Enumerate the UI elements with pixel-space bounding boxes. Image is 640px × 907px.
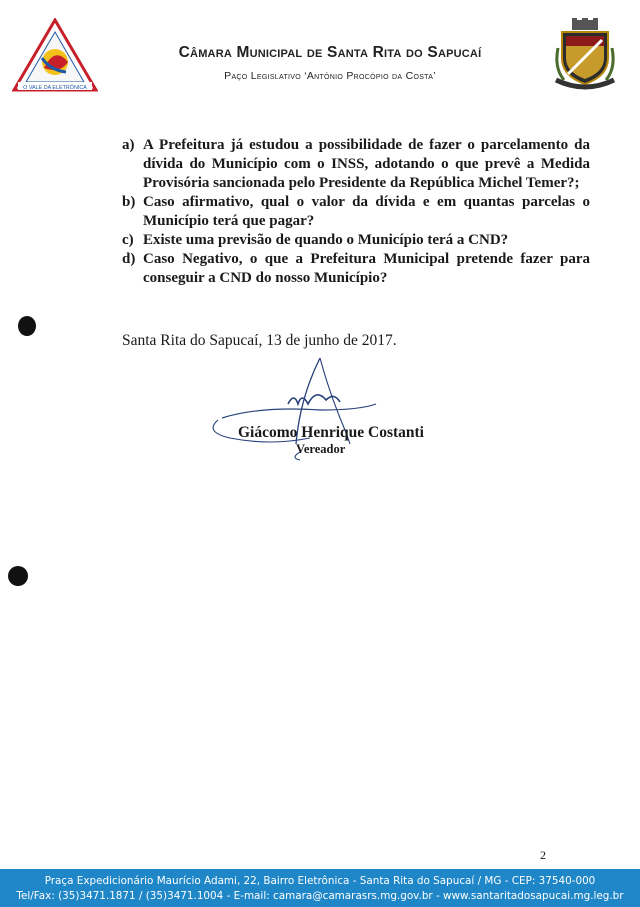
list-item: c) Existe uma previsão de quando o Município terá a CND? [122, 232, 509, 248]
page-number: 2 [540, 848, 546, 862]
footer-address: Praça Expedicionário Maurício Adami, 22, Bairro Eletrônica - Santa Rita do Sapucaí / MG - CEP: 37540-000 [44, 875, 596, 887]
footer-contact: Tel/Fax: (35)3471.1871 / (35)3471.1004 - E-mail: camara@camarasrs.mg.gov.br - www.santaritadosapucai.mg.leg.br [16, 890, 624, 902]
list-item: a) A Prefeitura já estudou a possibilidade de fazer o parcelamento da dívida do Município com o INSS, adotando o que prevê a Medida Provisória sancionada pelo Presidente da República Michel Temer?; [122, 137, 590, 191]
list-item: b) Caso afirmativo, qual o valor da dívida e em quantas parcelas o Município terá que pagar? [122, 194, 590, 229]
svg-text:O VALE DA ELETRÔNICA: O VALE DA ELETRÔNICA [23, 85, 87, 91]
letterhead [0, 0, 640, 110]
coat-of-arms-icon [554, 18, 616, 92]
date-line: Santa Rita do Sapucaí, 13 de junho de 2017. [122, 332, 397, 349]
page-title: Câmara Municipal de Santa Rita do Sapucaí [178, 44, 482, 61]
signer-role: Vereador [296, 442, 346, 456]
triangle-logo-icon [12, 18, 98, 92]
list-item: d) Caso Negativo, o que a Prefeitura Municipal pretende fazer para conseguir a CND do nosso Município? [122, 251, 590, 286]
question-list [122, 136, 590, 288]
signer-name: Giácomo Henrique Costanti [238, 424, 424, 441]
footer-bar [0, 869, 640, 907]
punch-hole-mark [18, 316, 36, 336]
punch-hole-mark [8, 566, 28, 586]
page-subtitle: Paço Legislativo ‘Antônio Procópio da Costa’ [224, 70, 436, 82]
